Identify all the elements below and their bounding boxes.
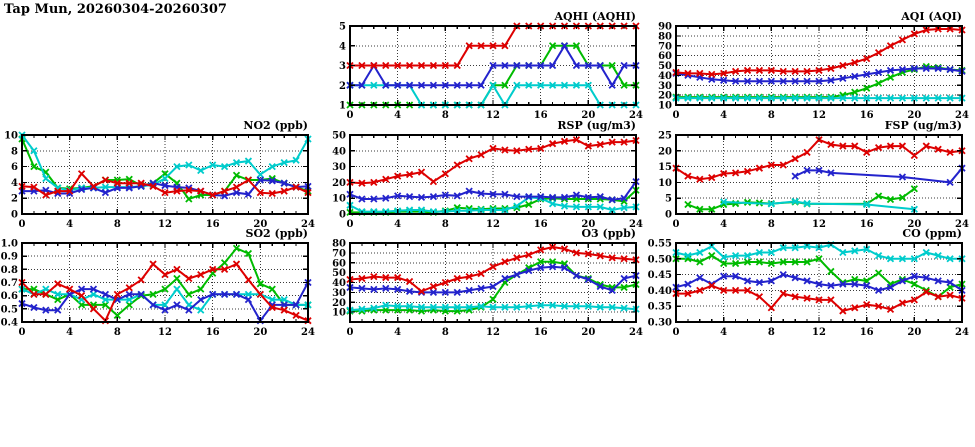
rsp-series-red bbox=[350, 140, 636, 184]
svg-text:0: 0 bbox=[346, 219, 354, 230]
aqi-markers-red bbox=[673, 26, 965, 77]
svg-text:3: 3 bbox=[339, 61, 346, 72]
aqhi-title: AQHI (AQHI) bbox=[554, 10, 636, 23]
svg-text:8: 8 bbox=[113, 327, 121, 338]
svg-text:4: 4 bbox=[394, 219, 402, 230]
svg-text:16: 16 bbox=[859, 110, 874, 121]
svg-text:0: 0 bbox=[11, 209, 18, 221]
svg-text:0: 0 bbox=[672, 327, 680, 338]
svg-text:40: 40 bbox=[332, 146, 346, 158]
svg-text:0.4: 0.4 bbox=[0, 317, 18, 329]
svg-text:0: 0 bbox=[665, 209, 672, 221]
svg-text:12: 12 bbox=[812, 327, 826, 338]
svg-text:50: 50 bbox=[332, 130, 346, 142]
svg-text:0.30: 0.30 bbox=[647, 317, 672, 329]
svg-text:2: 2 bbox=[339, 80, 346, 92]
svg-text:20: 20 bbox=[253, 327, 268, 338]
svg-text:24: 24 bbox=[955, 110, 969, 121]
svg-text:4: 4 bbox=[11, 177, 18, 189]
svg-text:24: 24 bbox=[955, 327, 969, 338]
svg-text:0: 0 bbox=[339, 209, 346, 221]
svg-text:8: 8 bbox=[767, 219, 775, 230]
svg-text:30: 30 bbox=[658, 80, 672, 92]
svg-text:6: 6 bbox=[11, 162, 18, 174]
svg-text:4: 4 bbox=[394, 110, 402, 121]
svg-text:0.9: 0.9 bbox=[0, 251, 18, 263]
svg-text:12: 12 bbox=[812, 110, 826, 121]
svg-text:4: 4 bbox=[720, 219, 728, 230]
svg-text:5: 5 bbox=[339, 21, 346, 33]
chart-aqhi bbox=[322, 8, 644, 125]
svg-text:20: 20 bbox=[907, 219, 922, 230]
svg-text:5: 5 bbox=[665, 193, 672, 205]
page-title: Tap Mun, 20260304-20260307 bbox=[4, 2, 227, 17]
svg-text:30: 30 bbox=[332, 162, 346, 174]
fsp-title: FSP (ug/m3) bbox=[884, 119, 962, 132]
co-title: CO (ppm) bbox=[902, 227, 962, 240]
svg-text:16: 16 bbox=[533, 327, 548, 338]
svg-text:50: 50 bbox=[658, 61, 672, 72]
svg-text:16: 16 bbox=[533, 219, 548, 230]
svg-text:12: 12 bbox=[158, 327, 172, 338]
svg-text:2: 2 bbox=[11, 193, 18, 205]
svg-text:80: 80 bbox=[658, 31, 672, 43]
svg-text:4: 4 bbox=[66, 219, 74, 230]
chart-rsp bbox=[322, 117, 644, 234]
svg-text:40: 40 bbox=[332, 278, 346, 289]
svg-text:12: 12 bbox=[486, 219, 500, 230]
rsp-series-blue bbox=[350, 182, 636, 200]
chart-no2 bbox=[0, 117, 316, 234]
fsp-markers-green bbox=[685, 186, 917, 213]
o3-series-red bbox=[350, 247, 636, 291]
so2-markers-green bbox=[19, 245, 311, 318]
rsp-title: RSP (ug/m3) bbox=[557, 119, 636, 132]
svg-text:8: 8 bbox=[11, 146, 18, 158]
svg-text:12: 12 bbox=[812, 219, 826, 230]
svg-text:20: 20 bbox=[581, 110, 596, 121]
svg-text:60: 60 bbox=[658, 51, 672, 63]
svg-text:8: 8 bbox=[441, 219, 449, 230]
svg-text:24: 24 bbox=[301, 327, 315, 338]
svg-text:50: 50 bbox=[332, 268, 346, 280]
svg-text:8: 8 bbox=[767, 327, 775, 338]
chart-co bbox=[648, 225, 970, 342]
svg-text:20: 20 bbox=[581, 327, 596, 338]
svg-text:20: 20 bbox=[907, 110, 922, 121]
svg-text:12: 12 bbox=[158, 219, 172, 230]
svg-text:8: 8 bbox=[441, 327, 449, 338]
svg-text:12: 12 bbox=[486, 327, 500, 338]
svg-text:10: 10 bbox=[332, 193, 346, 205]
so2-title: SO2 (ppb) bbox=[245, 227, 308, 240]
svg-text:1.0: 1.0 bbox=[0, 238, 18, 250]
svg-text:0: 0 bbox=[18, 219, 26, 230]
svg-text:24: 24 bbox=[629, 110, 643, 121]
svg-text:0.45: 0.45 bbox=[647, 270, 672, 282]
fsp-series-cyan bbox=[724, 201, 915, 209]
svg-text:16: 16 bbox=[205, 327, 220, 338]
svg-text:8: 8 bbox=[767, 110, 775, 121]
svg-text:10: 10 bbox=[658, 177, 672, 189]
svg-text:20: 20 bbox=[332, 177, 346, 189]
svg-text:16: 16 bbox=[859, 219, 874, 230]
svg-text:20: 20 bbox=[658, 146, 672, 158]
svg-text:25: 25 bbox=[658, 130, 672, 142]
svg-text:0.6: 0.6 bbox=[0, 291, 18, 303]
svg-text:4: 4 bbox=[394, 327, 402, 338]
svg-text:90: 90 bbox=[658, 21, 672, 33]
svg-text:0: 0 bbox=[672, 110, 680, 121]
chart-fsp bbox=[648, 117, 970, 234]
svg-text:16: 16 bbox=[205, 219, 220, 230]
co-grid bbox=[676, 243, 962, 322]
svg-text:8: 8 bbox=[441, 110, 449, 121]
svg-text:16: 16 bbox=[859, 327, 874, 338]
svg-text:20: 20 bbox=[581, 219, 596, 230]
svg-text:10: 10 bbox=[332, 307, 346, 319]
svg-text:40: 40 bbox=[658, 70, 672, 82]
o3-title: O3 (ppb) bbox=[581, 227, 636, 240]
svg-text:70: 70 bbox=[332, 248, 346, 260]
chart-o3 bbox=[322, 225, 644, 342]
svg-text:20: 20 bbox=[658, 90, 672, 102]
svg-text:0.55: 0.55 bbox=[647, 238, 672, 250]
svg-text:0.5: 0.5 bbox=[0, 304, 18, 316]
svg-text:24: 24 bbox=[629, 219, 643, 230]
svg-text:20: 20 bbox=[253, 219, 268, 230]
svg-text:24: 24 bbox=[629, 327, 643, 338]
svg-text:4: 4 bbox=[720, 327, 728, 338]
svg-text:4: 4 bbox=[720, 110, 728, 121]
chart-so2 bbox=[0, 225, 316, 342]
svg-text:10: 10 bbox=[4, 130, 18, 142]
svg-text:70: 70 bbox=[658, 41, 672, 53]
svg-text:0.8: 0.8 bbox=[0, 264, 18, 276]
svg-text:0: 0 bbox=[346, 110, 354, 121]
svg-text:0: 0 bbox=[346, 327, 354, 338]
no2-title: NO2 (ppb) bbox=[243, 119, 308, 132]
aqi-grid bbox=[676, 26, 962, 105]
chart-aqi bbox=[648, 8, 970, 125]
svg-text:0: 0 bbox=[18, 327, 26, 338]
rsp-grid bbox=[350, 135, 636, 214]
svg-text:12: 12 bbox=[486, 110, 500, 121]
svg-text:60: 60 bbox=[332, 258, 346, 270]
svg-text:4: 4 bbox=[66, 327, 74, 338]
svg-text:8: 8 bbox=[113, 219, 121, 230]
svg-text:20: 20 bbox=[332, 297, 346, 309]
aqhi-series-green bbox=[350, 46, 636, 105]
svg-text:24: 24 bbox=[301, 219, 315, 230]
svg-text:30: 30 bbox=[332, 287, 346, 299]
svg-text:0.50: 0.50 bbox=[647, 254, 672, 266]
svg-text:4: 4 bbox=[339, 41, 346, 53]
svg-text:10: 10 bbox=[658, 100, 672, 112]
aqi-title: AQI (AQI) bbox=[901, 10, 962, 23]
svg-text:15: 15 bbox=[658, 162, 672, 174]
svg-text:0.40: 0.40 bbox=[647, 285, 672, 297]
svg-text:0: 0 bbox=[672, 219, 680, 230]
svg-text:24: 24 bbox=[955, 219, 969, 230]
svg-text:16: 16 bbox=[533, 110, 548, 121]
svg-text:0.7: 0.7 bbox=[0, 278, 18, 289]
svg-text:80: 80 bbox=[332, 238, 346, 250]
svg-text:20: 20 bbox=[907, 327, 922, 338]
svg-text:0.35: 0.35 bbox=[647, 301, 672, 313]
svg-text:1: 1 bbox=[339, 100, 346, 112]
co-series-red bbox=[676, 286, 962, 311]
